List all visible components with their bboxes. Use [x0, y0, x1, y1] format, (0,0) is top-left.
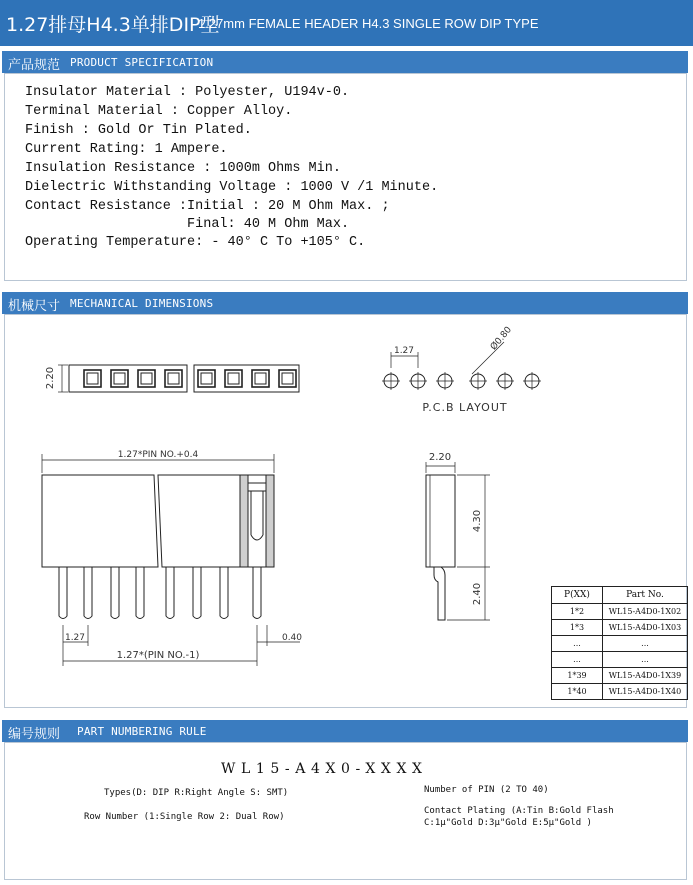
table-cell: ...	[552, 636, 603, 652]
part-number-table	[551, 586, 688, 700]
section-title-cn: 机械尺寸	[8, 299, 61, 314]
spec-line: Current Rating: 1 Ampere.	[25, 142, 228, 157]
table-cell: 1*40	[552, 684, 603, 700]
spec-line: Finish : Gold Or Tin Plated.	[25, 123, 252, 138]
pcb-layout-label: P.C.B LAYOUT	[422, 401, 508, 414]
spec-line: Operating Temperature: - 40° C To +105° C.	[25, 235, 366, 250]
section-title-en: MECHANICAL DIMENSIONS	[70, 297, 214, 310]
table-header-row	[552, 587, 688, 604]
table-cell: WL15-A4D0-1X39	[603, 668, 688, 684]
dim-pcb-hole: Ø0.80	[488, 325, 515, 353]
table-cell: WL15-A4D0-1X02	[603, 604, 688, 620]
table-row	[552, 652, 688, 668]
table-cell: ...	[603, 636, 688, 652]
table-row	[552, 668, 688, 684]
plating-label: Contact Plating (A:Tin B:Gold Flash	[424, 806, 614, 816]
dim-pcb-pitch: 1.27	[393, 346, 415, 356]
table-row	[552, 620, 688, 636]
table-cell: ...	[603, 652, 688, 668]
table-cell: WL15-A4D0-1X40	[603, 684, 688, 700]
dim-side-body: 4.30	[472, 509, 483, 533]
table-cell: 1*39	[552, 668, 603, 684]
row-number-label: Row Number (1:Single Row 2: Dual Row)	[84, 812, 285, 822]
dim-front-span: 1.27*(PIN NO.-1)	[116, 650, 200, 661]
table-row	[552, 636, 688, 652]
dim-side-pin: 2.40	[472, 582, 483, 606]
dim-front-total: 1.27*PIN NO.+0.4	[117, 450, 199, 460]
table-cell: WL15-A4D0-1X03	[603, 620, 688, 636]
table-cell: 1*3	[552, 620, 603, 636]
dim-front-offset: 0.40	[281, 633, 303, 643]
table-header: Part No.	[603, 587, 688, 604]
section-title-en: PART NUMBERING RULE	[77, 725, 207, 738]
spec-line: Insulation Resistance : 1000m Ohms Min.	[25, 161, 341, 176]
table-cell: ...	[552, 652, 603, 668]
spec-line: Contact Resistance :Initial : 20 M Ohm Max. ;	[25, 199, 390, 214]
dim-front-pitch: 1.27	[64, 633, 86, 643]
dim-side-width: 2.20	[428, 452, 452, 463]
table-header: P(XX)	[552, 587, 603, 604]
spec-line: Dielectric Withstanding Voltage : 1000 V /1 Minute.	[25, 180, 439, 195]
top-view	[58, 365, 299, 392]
pin-count-label: Number of PIN (2 TO 40)	[424, 785, 549, 795]
page-title: 1.27排母H4.3单排DIP型	[6, 14, 220, 36]
dim-top-height: 2.20	[45, 366, 56, 390]
page-subtitle: 1.27mm FEMALE HEADER H4.3 SINGLE ROW DIP TYPE	[198, 16, 539, 31]
table-cell: 1*2	[552, 604, 603, 620]
types-label: Types(D: DIP R:Right Angle S: SMT)	[104, 788, 289, 798]
spec-line: Insulator Material : Polyester, U194v-0.	[25, 85, 350, 100]
table-row	[552, 684, 688, 700]
section-header-rule	[2, 720, 688, 742]
table-row	[552, 604, 688, 620]
spec-line: Final: 40 M Ohm Max.	[25, 217, 350, 232]
section-title-en: PRODUCT SPECIFICATION	[70, 56, 214, 69]
section-title-cn: 编号规则	[8, 727, 61, 742]
spec-line: Terminal Material : Copper Alloy.	[25, 104, 293, 119]
part-number-code: WL15-A4X0-XXXX	[221, 761, 428, 777]
section-title-cn: 产品规范	[8, 58, 61, 73]
plating-label-options: C:1μ"Gold D:3μ"Gold E:5μ"Gold )	[424, 818, 592, 828]
